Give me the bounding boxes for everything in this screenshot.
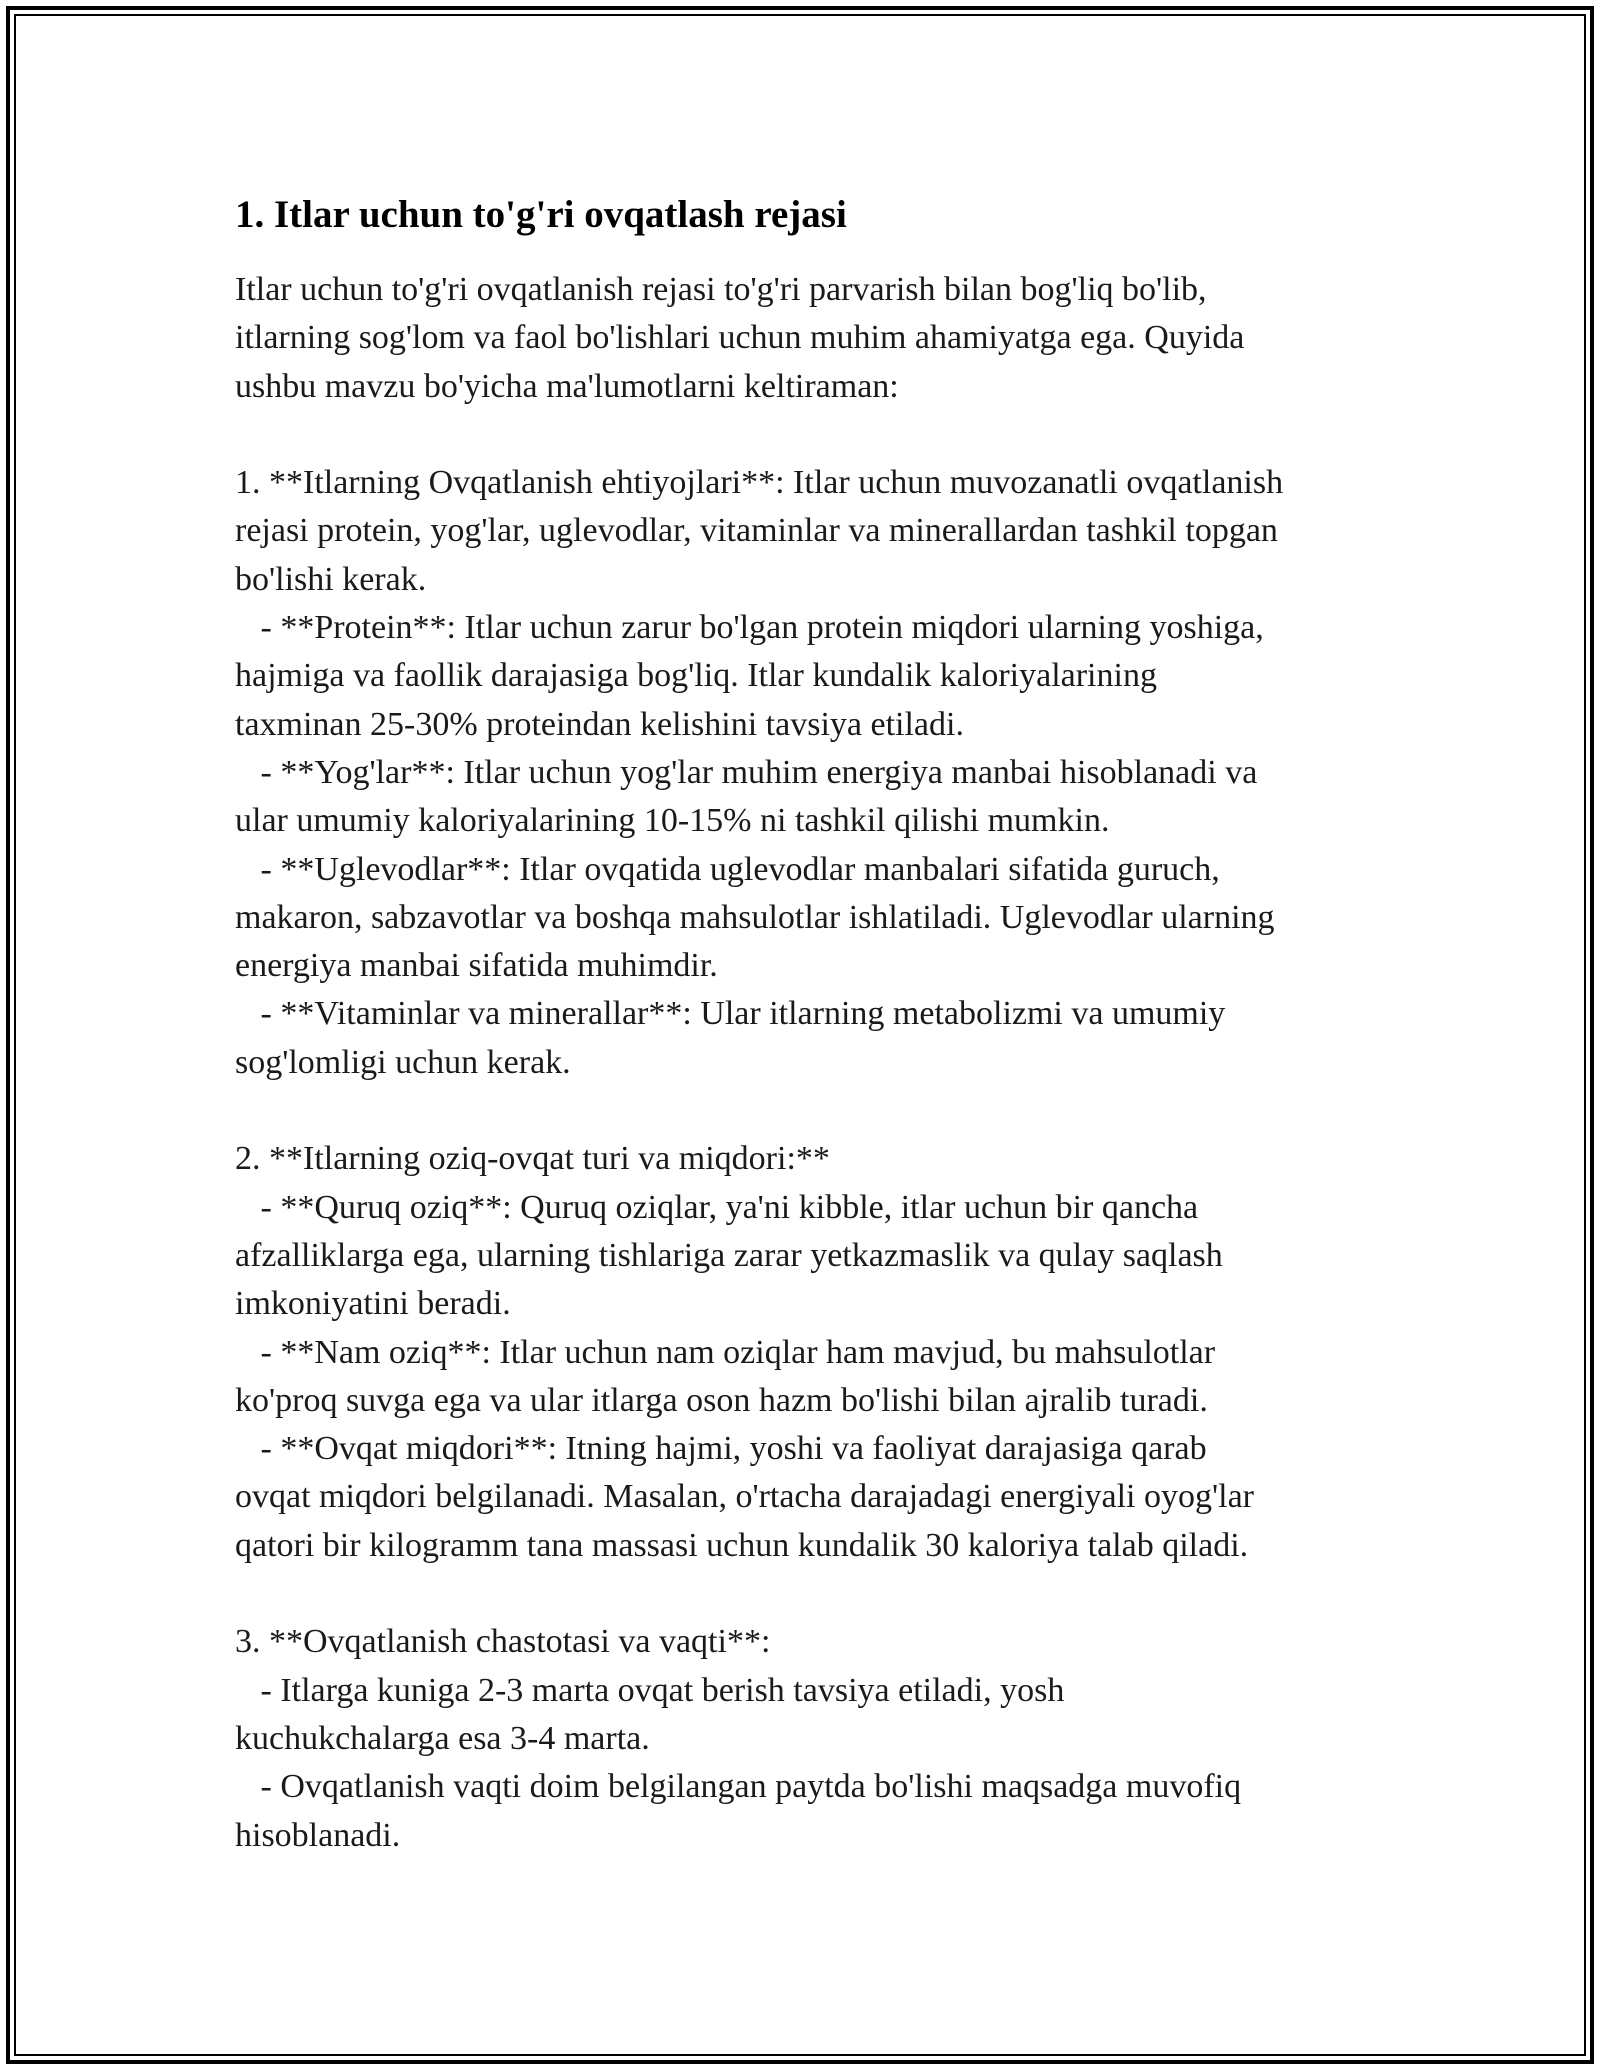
text-line: - Ovqatlanish vaqti doim belgilangan paytda bo'lishi maqsadga muvofiq bbox=[235, 1768, 1242, 1806]
text-line: bo'lishi kerak. bbox=[235, 560, 427, 598]
text-line: - **Ovqat miqdori**: Itning hajmi, yoshi va faoliyat darajasiga qarab bbox=[235, 1430, 1207, 1468]
text-line bbox=[235, 411, 1375, 459]
text-line: - **Yog'lar**: Itlar uchun yog'lar muhim energiya manbai hisoblanadi va bbox=[235, 753, 1258, 791]
text-line: - **Nam oziq**: Itlar uchun nam oziqlar ham mavjud, bu mahsulotlar bbox=[235, 1333, 1216, 1371]
text-line: Itlar uchun to'g'ri ovqatlanish rejasi to'g'ri parvarish bilan bog'liq bo'lib, bbox=[235, 271, 1207, 308]
document-body bbox=[235, 266, 1375, 1860]
text-line: 1. **Itlarning Ovqatlanish ehtiyojlari**: Itlar uchun muvozanatli ovqatlanish bbox=[235, 464, 1284, 502]
text-line: ushbu mavzu bo'yicha ma'lumotlarni keltiraman: bbox=[235, 367, 899, 405]
text-line: ovqat miqdori belgilanadi. Masalan, o'rtacha darajadagi energiyali oyog'lar bbox=[235, 1478, 1254, 1516]
text-line bbox=[235, 1570, 1375, 1618]
text-line: hajmiga va faollik darajasiga bog'liq. Itlar kundalik kaloriyalarining bbox=[235, 657, 1157, 695]
text-line: makaron, sabzavotlar va boshqa mahsulotlar ishlatiladi. Uglevodlar ularning bbox=[235, 898, 1275, 936]
text-line: ular umumiy kaloriyalarining 10-15% ni tashkil qilishi mumkin. bbox=[235, 802, 1110, 840]
text-line: taxminan 25-30% proteindan kelishini tavsiya etiladi. bbox=[235, 705, 964, 743]
text-line: ko'proq suvga ega va ular itlarga oson hazm bo'lishi bilan ajralib turadi. bbox=[235, 1381, 1208, 1419]
document-title: 1. Itlar uchun to'g'ri ovqatlash rejasi bbox=[235, 193, 847, 236]
text-line: - **Quruq oziq**: Quruq oziqlar, ya'ni kibble, itlar uchun bir qancha bbox=[235, 1188, 1199, 1226]
text-line bbox=[235, 1087, 1375, 1135]
text-line: imkoniyatini beradi. bbox=[235, 1285, 511, 1323]
text-line: qatori bir kilogramm tana massasi uchun kundalik 30 kaloriya talab qiladi. bbox=[235, 1526, 1249, 1564]
text-line: - Itlarga kuniga 2-3 marta ovqat berish tavsiya etiladi, yosh bbox=[235, 1671, 1065, 1709]
text-line: itlarning sog'lom va faol bo'lishlari uchun muhim ahamiyatga ega. Quyida bbox=[235, 319, 1245, 357]
text-line: - **Vitaminlar va minerallar**: Ular itlarning metabolizmi va umumiy bbox=[235, 995, 1226, 1033]
text-line: afzalliklarga ega, ularning tishlariga zarar yetkazmaslik va qulay saqlash bbox=[235, 1236, 1223, 1274]
text-line: energiya manbai sifatida muhimdir. bbox=[235, 947, 718, 985]
text-line: sog'lomligi uchun kerak. bbox=[235, 1043, 571, 1081]
text-line: 2. **Itlarning oziq-ovqat turi va miqdori:** bbox=[235, 1140, 830, 1178]
text-line: - **Uglevodlar**: Itlar ovqatida uglevodlar manbalari sifatida guruch, bbox=[235, 850, 1220, 888]
text-line: hisoblanadi. bbox=[235, 1816, 401, 1854]
document-content bbox=[235, 186, 1375, 1860]
text-line: kuchukchalarga esa 3-4 marta. bbox=[235, 1719, 650, 1757]
text-line: - **Protein**: Itlar uchun zarur bo'lgan protein miqdori ularning yoshiga, bbox=[235, 609, 1264, 647]
text-line: rejasi protein, yog'lar, uglevodlar, vitaminlar va minerallardan tashkil topgan bbox=[235, 512, 1278, 550]
text-line: 3. **Ovqatlanish chastotasi va vaqti**: bbox=[235, 1623, 771, 1661]
